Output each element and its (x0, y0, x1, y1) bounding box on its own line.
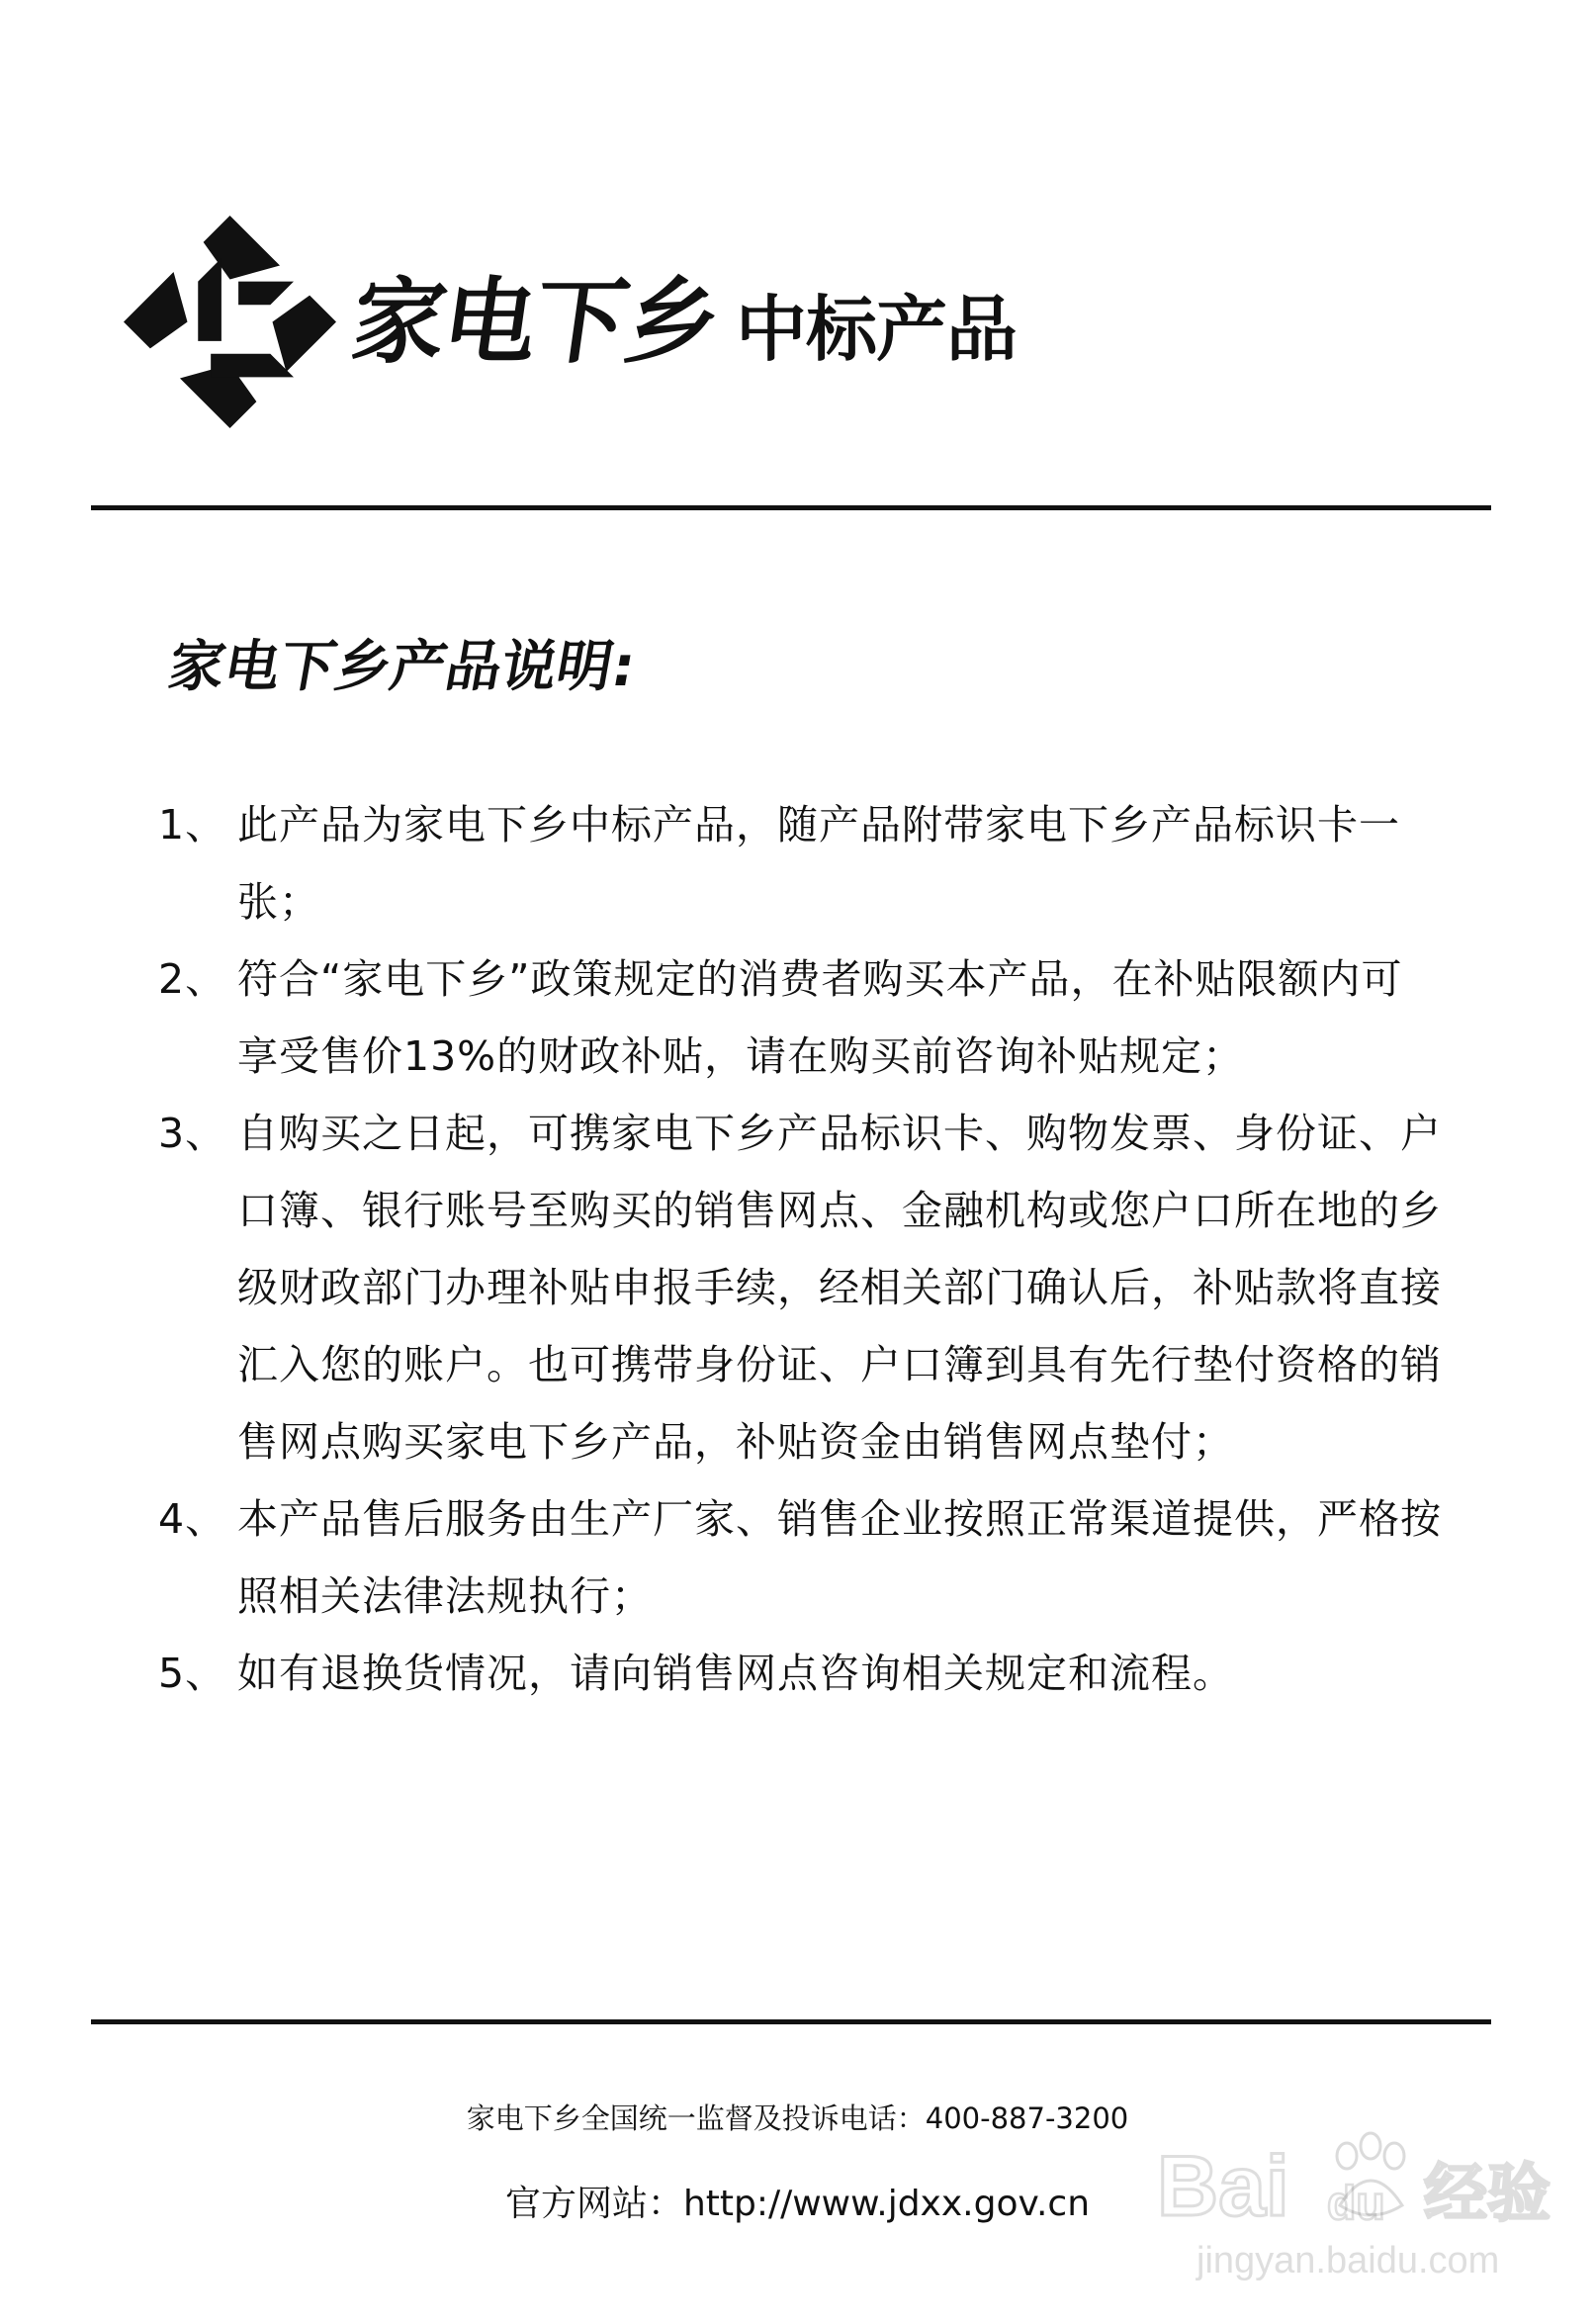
list-item-number: 5、 (158, 1650, 227, 1697)
watermark-url: jingyan.baidu.com (1196, 2240, 1500, 2281)
watermark-brand-suffix: 经验 (1424, 2158, 1551, 2231)
list-item-text: 如有退换货情况，请向销售网点咨询相关规定和流程。 (237, 1650, 1234, 1697)
watermark-brand-text-2: du (1327, 2178, 1385, 2230)
list-item-number: 2、 (158, 955, 227, 1003)
top-divider (91, 505, 1491, 510)
list-item (158, 1635, 1444, 1712)
list-item-text: 自购买之日起，可携家电下乡产品标识卡、购物发票、身份证、户口簿、银行账号至购买的销售网点、金融机构或您户口所在地的乡级财政部门办理补贴申报手续，经相关部门确认后，补贴款将直接汇入您的账户。也可携带身份证、户口簿到具有先行垫付资格的销售网点购买家电下乡产品，补贴资金由销售网点垫付； (237, 1110, 1442, 1466)
list-item (158, 940, 1444, 1095)
list-item-number: 1、 (158, 801, 227, 849)
logo-main-text: 家电下乡 (345, 269, 725, 377)
list-item-number: 3、 (158, 1110, 227, 1157)
logo-sub-text: 中标产品 (736, 288, 1018, 371)
list-item (158, 1095, 1444, 1480)
bottom-divider (91, 2019, 1491, 2024)
list-item-text: 本产品售后服务由生产厂家、销售企业按照正常渠道提供，严格按照相关法律法规执行； (237, 1495, 1442, 1620)
list-item-number: 4、 (158, 1495, 227, 1543)
watermark-brand-text: Bai (1157, 2139, 1289, 2234)
page-title: 家电下乡产品说明: (163, 635, 641, 699)
list-item-text: 符合“家电下乡”政策规定的消费者购买本产品，在补贴限额内可享受售价13%的财政补贴，请在购买前咨询补贴规定； (237, 955, 1403, 1080)
official-website-line: 官方网站：http://www.jdxx.gov.cn (504, 2184, 1091, 2224)
logo-wordmark (345, 262, 1018, 381)
instruction-list (158, 786, 1444, 1712)
diamond-pinwheel-logo-icon (124, 216, 336, 428)
list-item (158, 786, 1444, 940)
complaint-phone-line: 家电下乡全国统一监督及投诉电话：400-887-3200 (466, 2101, 1129, 2135)
list-item (158, 1480, 1444, 1635)
list-item-text: 此产品为家电下乡中标产品，随产品附带家电下乡产品标识卡一张； (237, 801, 1400, 926)
